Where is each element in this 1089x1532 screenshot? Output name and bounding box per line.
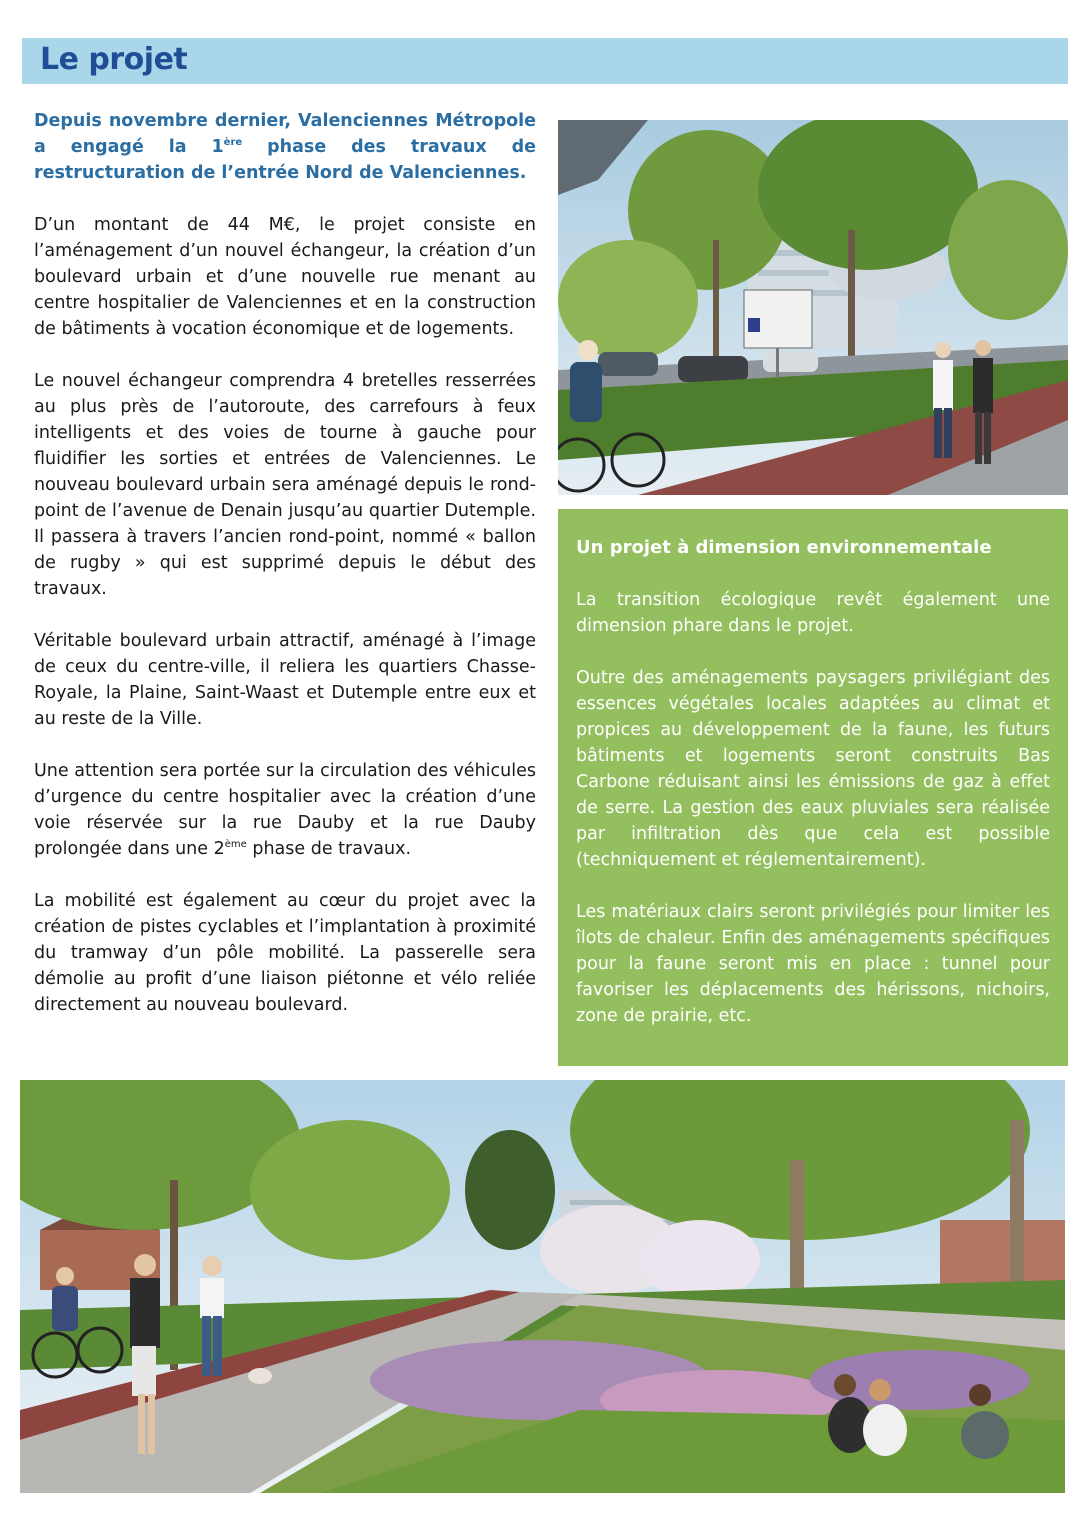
paragraph-budget: D’un montant de 44 M€, le projet consiste en l’aménagement d’un nouvel échangeur, la création d’un boulevard urbain et d’une nouvelle rue menant au centre hospitalier de Valenciennes et en la construction de bâtiments à vocation économique et de logements.: [34, 215, 536, 339]
environment-title: Un projet à dimension environnementale: [576, 537, 992, 558]
environment-paragraph-2: Outre des aménagements paysagers privilégiant des essences végétales locales adaptées au climat et propices au développement de la faune, les futurs bâtiments et logements seront construits Bas Carbone réduisant ainsi les émissions de gaz à effet de serre. La gestion des eaux pluviales sera réalisée par infiltration dès que cela est possible (techniquement et réglementairement).: [576, 668, 1050, 870]
emergency-superscript: ème: [224, 839, 247, 850]
emergency-text-start: Une attention sera portée sur la circulation des véhicules d’urgence du centre hospitalier avec la création d’une voie réservée sur la rue Dauby et la rue Dauby prolongée dans une 2: [34, 761, 536, 859]
environment-paragraph-3: Les matériaux clairs seront privilégiés pour limiter les îlots de chaleur. Enfin des aménagements spécifiques pour la faune seront mis en place : tunnel pour favoriser les déplacements des hérissons, nichoirs, zone de prairie, etc.: [576, 902, 1050, 1026]
emergency-text-end: phase de travaux.: [246, 839, 412, 859]
environment-sidebar: [558, 509, 1068, 1066]
paragraph-interchange: Le nouvel échangeur comprendra 4 bretelles resserrées au plus près de l’autoroute, des carrefours à feux intelligents et des voies de tourne à gauche pour fluidifier les sorties et entrées de Valenciennes. Le nouveau boulevard urbain sera aménagé depuis le rond-point de l’avenue de Denain jusqu’au quartier Dutemple. Il passera à travers l’ancien rond-point, nommé « ballon de rugby » qui est supprimé depuis le début des travaux.: [34, 371, 536, 599]
environment-paragraph-1: La transition écologique revêt également une dimension phare dans le projet.: [576, 590, 1050, 636]
project-rendering-photo-bottom: [20, 1080, 1065, 1493]
page-title: Le projet: [40, 42, 188, 77]
paragraph-boulevard: Véritable boulevard urbain attractif, aménagé à l’image de ceux du centre-ville, il reliera les quartiers Chasse-Royale, la Plaine, Saint-Waast et Dutemple entre eux et au reste de la Ville.: [34, 631, 536, 729]
project-rendering-photo-top: [558, 120, 1068, 495]
intro-paragraph: [34, 108, 536, 186]
intro-text-end: phase des travaux de restructuration de l’entrée Nord de Valenciennes.: [34, 137, 536, 183]
park-boulevard-illustration: [20, 1080, 1065, 1493]
intro-superscript: ère: [223, 137, 243, 148]
main-text-column: [34, 108, 536, 1018]
intro-text-start: Depuis novembre dernier, Valenciennes Métropole a engagé la 1: [34, 111, 536, 157]
paragraph-emergency: [34, 758, 536, 862]
paragraph-mobility: La mobilité est également au cœur du projet avec la création de pistes cyclables et l’implantation à proximité du tramway d’un pôle mobilité. La passerelle sera démolie au profit d’une liaison piétonne et vélo reliée directement au nouveau boulevard.: [34, 891, 536, 1015]
street-scene-illustration: [558, 120, 1068, 495]
section-header-bar: [22, 38, 1068, 84]
